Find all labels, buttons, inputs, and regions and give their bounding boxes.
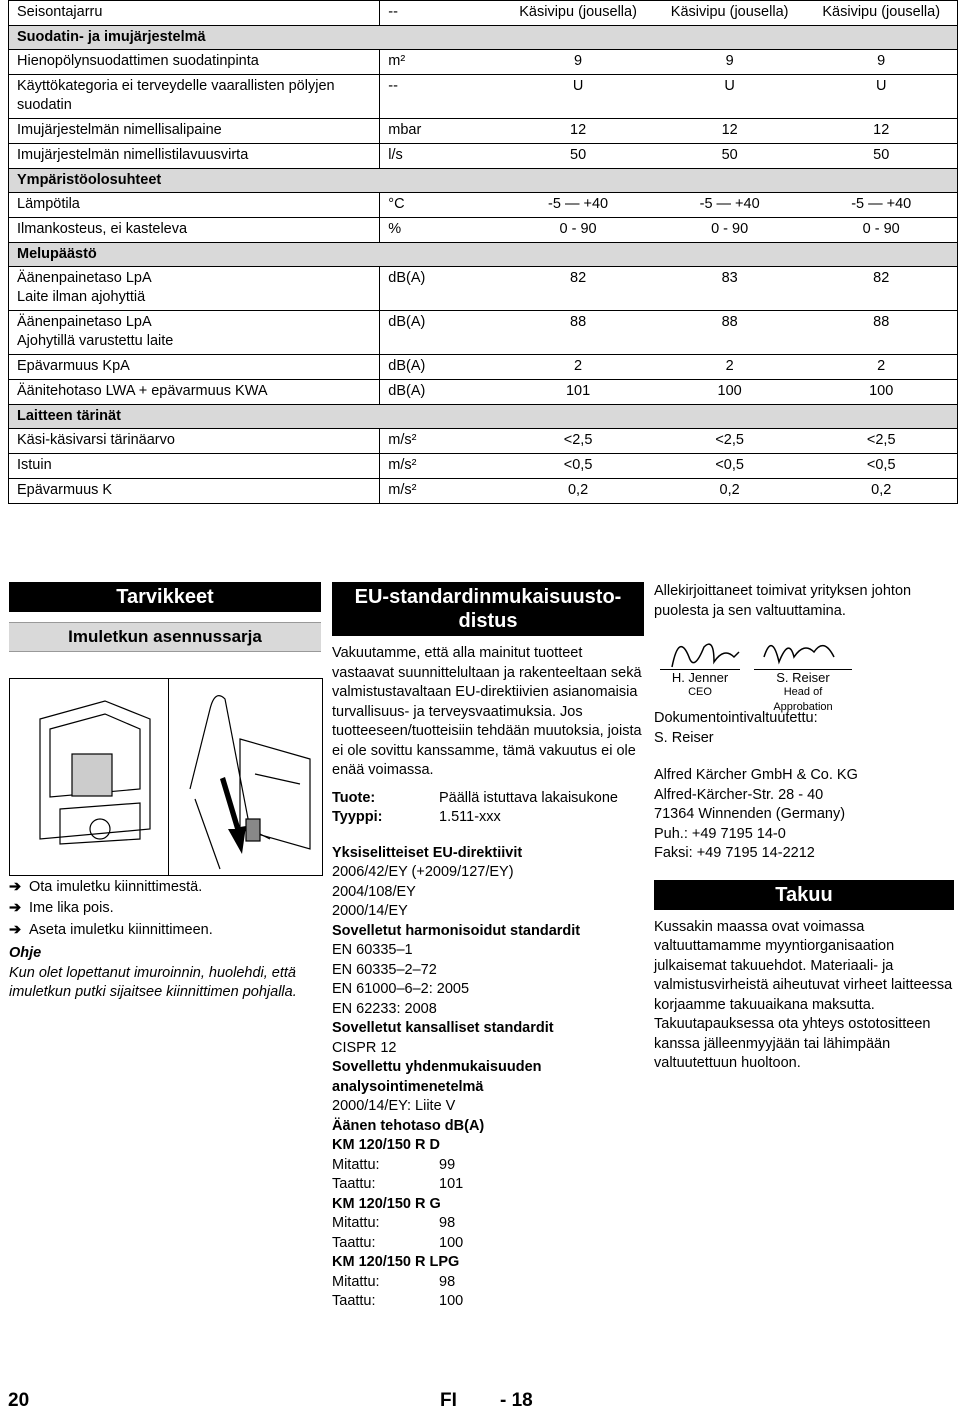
spec-value: 83 [654, 267, 806, 311]
spec-label [9, 193, 380, 218]
step-1: ➔ Ota imuletku kiinnittimestä. [9, 878, 321, 898]
spec-value: 88 [654, 311, 806, 355]
spec-row [9, 50, 958, 75]
spec-label [9, 311, 380, 355]
spec-row [9, 267, 958, 311]
eu-intro: Vakuutamme, että alla mainitut tuotteet vastaavat suunnittelultaan ja rakenteeltaan sekä valmistustavaltaan EU-direktiivien asianomaisia turvallisuus- ja terveysvaatimuksia. Jos tuotteeseen/tuotteisiin tehdään muutoksia, joista ei ole sovittu kanssamme, tämä vakuutus ei ole enää voimassa. [332, 645, 642, 778]
spec-value: 0 - 90 [654, 218, 806, 243]
spec-value: 9 [654, 50, 806, 75]
spec-value: 88 [502, 311, 654, 355]
arrow-right-icon: ➔ [9, 878, 22, 895]
spec-unit: m² [380, 50, 503, 75]
spec-row [9, 429, 958, 454]
spec-label [9, 380, 380, 405]
harmonized-title: Sovelletut harmonisoidut standardit [332, 922, 581, 939]
spec-value: 100 [654, 380, 806, 405]
spec-label-text: Äänitehotaso LWA + epävarmuus KWA [17, 383, 268, 399]
signer1-role: CEO [688, 686, 712, 698]
spec-value: 82 [502, 267, 654, 311]
spec-row [9, 355, 958, 380]
spec-unit: dB(A) [380, 267, 503, 311]
guaranteed-row [332, 1175, 644, 1195]
spec-value: 9 [502, 50, 654, 75]
type-row: Tyyppi: 1.511-xxx [332, 809, 501, 825]
spec-value: 2 [654, 355, 806, 380]
spec-unit: l/s [380, 144, 503, 169]
spec-label-text: Lämpötila [17, 196, 80, 212]
spec-unit: °C [380, 193, 503, 218]
value: 101 [439, 1176, 464, 1192]
measured-row [332, 1273, 644, 1293]
spec-value: U [502, 75, 654, 119]
signers-section [654, 582, 954, 1074]
spec-value: 50 [805, 144, 957, 169]
standard-item: CISPR 12 [332, 1039, 397, 1056]
spec-table [8, 0, 958, 504]
section-header: Melupäästö [9, 243, 958, 267]
spec-label [9, 144, 380, 169]
standard-item: EN 60335–1 [332, 942, 413, 958]
step-2: ➔ Ime lika pois. [9, 899, 321, 919]
spec-label [9, 479, 380, 504]
directives-title: Yksiselitteiset EU-direktiivit [332, 844, 523, 861]
spec-label [9, 355, 380, 380]
model-name: KM 120/150 R D [332, 1137, 440, 1153]
section-header: Ympäristöolosuhteet [9, 169, 958, 193]
spec-row [9, 1, 958, 26]
spec-row [9, 119, 958, 144]
spec-value: Käsivipu (jousella) [805, 1, 957, 26]
spec-unit: mbar [380, 119, 503, 144]
spec-value: 12 [805, 119, 957, 144]
note-title: Ohje [9, 945, 42, 961]
eu-title: EU-standardinmukaisuusto-distus [332, 582, 644, 636]
spec-label-text: Seisontajarru [17, 4, 103, 20]
value: 98 [439, 1215, 456, 1231]
value: 98 [439, 1273, 456, 1290]
accessories-subtitle: Imuletkun asennussarja [9, 622, 321, 652]
spec-unit: dB(A) [380, 355, 503, 380]
spec-label [9, 1, 380, 26]
spec-value: 82 [805, 267, 957, 311]
signer2-role: Head of Approbation [773, 686, 833, 713]
company-line: Alfred Kärcher GmbH & Co. KG [654, 767, 858, 783]
model-name: KM 120/150 R G [332, 1195, 441, 1212]
value-label: Mitattu: [332, 1215, 380, 1231]
page-number: 20 [8, 1390, 30, 1411]
spec-value: 12 [502, 119, 654, 144]
spec-row [9, 75, 958, 119]
warranty-title: Takuu [654, 880, 954, 910]
company-line: 71364 Winnenden (Germany) [654, 806, 846, 822]
standard-item: EN 62233: 2008 [332, 1000, 437, 1017]
spec-unit: m/s² [380, 429, 503, 454]
guaranteed-row [332, 1292, 644, 1312]
spec-label-text: Hienopölynsuodattimen suodatinpinta [17, 53, 259, 69]
procedure-title: Sovellettu yhdenmukaisuuden analysointimenetelmä [332, 1059, 542, 1095]
spec-label [9, 454, 380, 479]
spec-label-text: Imujärjestelmän nimellisalipaine [17, 122, 222, 138]
spec-label-text: Äänenpainetaso LpA [17, 314, 152, 330]
value-label: Mitattu: [332, 1156, 380, 1173]
spec-value: Käsivipu (jousella) [654, 1, 806, 26]
product-row: Tuote: Päällä istuttava lakaisukone [332, 789, 618, 806]
spec-value: Käsivipu (jousella) [502, 1, 654, 26]
doc-name: S. Reiser [654, 729, 714, 746]
spec-label [9, 119, 380, 144]
value-label: Mitattu: [332, 1273, 380, 1290]
spec-value: U [654, 75, 806, 119]
spec-value: 0,2 [502, 479, 654, 504]
spec-value: <0,5 [654, 454, 806, 479]
company-line: Faksi: +49 7195 14-2212 [654, 845, 815, 861]
spec-label-sub: Laite ilman ajohyttiä [17, 289, 146, 305]
spec-value: 2 [805, 355, 957, 380]
step-3: ➔ Aseta imuletku kiinnittimeen. [9, 921, 321, 941]
value-label: Taattu: [332, 1234, 376, 1251]
spec-row [9, 454, 958, 479]
arrow-right-icon: ➔ [9, 921, 22, 938]
procedure-value: 2000/14/EY: Liite V [332, 1098, 456, 1114]
spec-row [9, 144, 958, 169]
spec-label [9, 267, 380, 311]
directive-item: 2006/42/EY (+2009/127/EY) [332, 864, 514, 880]
spec-label-text: Käyttökategoria ei terveydelle vaarallisten pölyjen suodatin [17, 78, 335, 113]
spec-value: 0 - 90 [502, 218, 654, 243]
spec-value: -5 — +40 [502, 193, 654, 218]
spec-unit: -- [380, 1, 503, 26]
value-label: Taattu: [332, 1293, 376, 1309]
section-header: Suodatin- ja imujärjestelmä [9, 26, 958, 50]
spec-value: 101 [502, 380, 654, 405]
spec-unit: m/s² [380, 479, 503, 504]
signer1-name: H. Jenner [671, 670, 729, 685]
spec-value: 0,2 [805, 479, 957, 504]
spec-value: 50 [502, 144, 654, 169]
spec-label-text: Epävarmuus K [17, 482, 113, 498]
spec-label [9, 429, 380, 454]
spec-value: U [805, 75, 957, 119]
spec-value: 9 [805, 50, 957, 75]
arrow-right-icon: ➔ [9, 900, 22, 916]
spec-value: 100 [805, 380, 957, 405]
spec-row [9, 311, 958, 355]
spec-unit: dB(A) [380, 380, 503, 405]
section-header-row [9, 26, 958, 50]
spec-label-text: Epävarmuus KpA [17, 358, 130, 374]
machine-drawing-icon [10, 679, 322, 875]
guaranteed-row [332, 1234, 644, 1254]
company-line: Puh.: +49 7195 14-0 [654, 825, 786, 842]
spec-value: 50 [654, 144, 806, 169]
spec-unit: dB(A) [380, 311, 503, 355]
note-text: Kun olet lopettanut imuroinnin, huolehdi, että imuletkun putki sijaitsee kiinnittimen pohjalla. [9, 964, 297, 1000]
directive-item: 2004/108/EY [332, 883, 416, 900]
section-header-row [9, 243, 958, 267]
hose-kit-illustration [9, 678, 323, 876]
signatures [654, 627, 954, 713]
spec-label-text: Istuin [17, 457, 52, 473]
spec-value: <0,5 [502, 454, 654, 479]
spec-row [9, 218, 958, 243]
section-header-row [9, 405, 958, 429]
spec-row [9, 380, 958, 405]
spec-unit: m/s² [380, 454, 503, 479]
standard-item: EN 61000–6–2: 2005 [332, 981, 470, 997]
model-name: KM 120/150 R LPG [332, 1254, 460, 1270]
section-header: Laitteen tärinät [9, 405, 958, 429]
spec-label [9, 50, 380, 75]
accessories-title: Tarvikkeet [9, 582, 321, 612]
signers-intro: Allekirjoittaneet toimivat yrityksen johton puolesta ja sen valtuuttamina. [654, 583, 912, 619]
spec-value: 12 [654, 119, 806, 144]
spec-value: 0,2 [654, 479, 806, 504]
spec-label [9, 218, 380, 243]
standard-item: EN 60335–2–72 [332, 961, 437, 978]
eu-declaration-section [332, 582, 644, 1312]
spec-label-text: Äänenpainetaso LpA [17, 270, 152, 286]
spec-row [9, 479, 958, 504]
sound-title: Äänen tehotaso dB(A) [332, 1117, 485, 1134]
spec-value: <2,5 [502, 429, 654, 454]
signer2-name: S. Reiser [776, 670, 830, 685]
spec-row [9, 193, 958, 218]
spec-unit: -- [380, 75, 503, 119]
spec-unit: % [380, 218, 503, 243]
spec-label-text: Käsi-käsivarsi tärinäarvo [17, 432, 175, 448]
spec-value: -5 — +40 [805, 193, 957, 218]
spec-value: <2,5 [805, 429, 957, 454]
spec-value: <0,5 [805, 454, 957, 479]
spec-label-sub: Ajohytillä varustettu laite [17, 333, 174, 349]
value: 99 [439, 1156, 456, 1173]
spec-label-text: Ilmankosteus, ei kasteleva [17, 221, 188, 237]
spec-value: 0 - 90 [805, 218, 957, 243]
company-line: Alfred-Kärcher-Str. 28 - 40 [654, 786, 824, 803]
language-code: FI [440, 1390, 457, 1411]
section-header-row [9, 169, 958, 193]
spec-label-text: Imujärjestelmän nimellistilavuusvirta [17, 147, 249, 163]
value-label: Taattu: [332, 1176, 376, 1192]
measured-row [332, 1156, 644, 1176]
spec-value: -5 — +40 [654, 193, 806, 218]
spec-value: <2,5 [654, 429, 806, 454]
value: 100 [439, 1234, 464, 1251]
spec-value: 88 [805, 311, 957, 355]
spec-label [9, 75, 380, 119]
value: 100 [439, 1293, 464, 1309]
spec-value: 2 [502, 355, 654, 380]
directive-item: 2000/14/EY [332, 903, 408, 919]
doc-label: Dokumentointivaltuutettu: [654, 710, 818, 726]
measured-row [332, 1214, 644, 1234]
accessories-section [9, 582, 321, 1003]
warranty-text: Kussakin maassa ovat voimassa valtuuttamamme myyntiorganisaation julkaisemat takuuehdot. Materiaali- ja valmistusvirheistä aiheutuvat virheet laitteessa korjaamme takuuaikana maksutta. Takuutapauksessa ota yhteys ostotositteen kanssa jälleenmyyjään tai lähimpään valtuutettuun huoltoon. [654, 918, 953, 1071]
national-title: Sovelletut kansalliset standardit [332, 1020, 554, 1036]
sub-page-number: - 18 [500, 1390, 533, 1411]
